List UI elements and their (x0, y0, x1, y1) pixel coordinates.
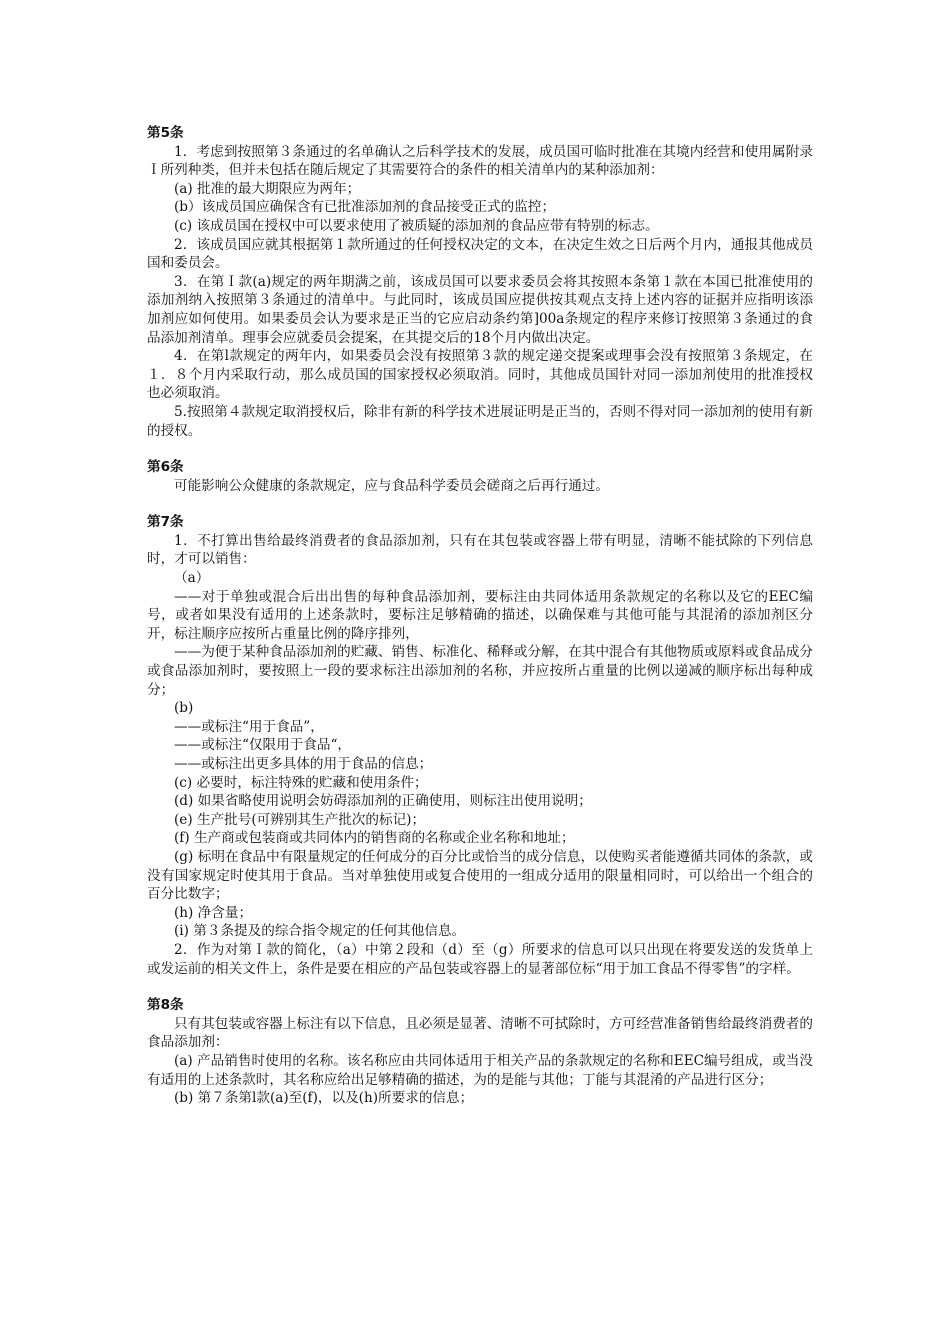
article-heading: 第7条 (147, 514, 184, 531)
article-heading: 第6条 (147, 459, 184, 476)
document-page (147, 124, 813, 1126)
article-5 (147, 124, 813, 440)
paragraph: (d) 如果省略使用说明会妨碍添加剂的正确使用，则标注出使用说明； (174, 793, 592, 810)
paragraph: 可能影响公众健康的条款规定，应与食品科学委员会磋商之后再行通过。 (174, 477, 609, 494)
paragraph: 1．考虑到按照第３条通过的名单确认之后科学技术的发展，成员国可临时批准在其境内经营和使用属附录Ｉ所列种类，但并未包括在随后规定了其需要符合的条件的相关清单内的某种添加剂： (147, 143, 813, 179)
paragraph: (h) 净含量； (174, 904, 253, 921)
paragraph: (f) 生产商或包装商或共同体内的销售商的名称或企业名称和地址； (174, 830, 575, 847)
paragraph: 4．在第l款规定的两年内，如果委员会没有按照第３款的规定递交提案或理事会没有按照第３条规定，在１．８个月内采取行动，那么成员国的国家授权必须取消。同时，其他成员国针对同一添加剂使用的批准授权也必须取消。 (147, 348, 813, 402)
paragraph: 5.按照第４款规定取消授权后，除非有新的科学技术进展证明是正当的，否则不得对同一添加剂的使用有新的授权。 (147, 403, 813, 439)
paragraph: (a) 产品销售时使用的名称。该名称应由共同体适用于相关产品的条款规定的名称和EEC编号组成，或当没有适用的上述条款时，其名称应给出足够精确的描述，为的是能与其他；丁能与其混淆的产品进行区分； (147, 1052, 813, 1088)
paragraph: (b) (174, 700, 194, 717)
paragraph: (g) 标明在食品中有限量规定的任何成分的百分比或恰当的成分信息，以使购买者能遵循共同体的条款，或没有国家规定时使其用于食品。当对单独使用或复合使用的一组成分适用的限量相同时，可以给出一个组合的百分比数字； (147, 848, 813, 903)
article-7 (147, 513, 813, 978)
paragraph: ——或标注出更多具体的用于食品的信息； (174, 756, 433, 772)
paragraph: ——为便于某种食品添加剂的贮藏、销售、标准化、稀释或分解，在其中混合有其他物质或原料或食品成分或食品添加剂时，要按照上一段的要求标注出添加剂的名称，并应按所占重量的比例以递减的顺序标出每种成分； (147, 644, 813, 698)
paragraph: 只有其包装或容器上标注有以下信息，且必须是显著、清晰不可拭除时，方可经营准备销售给最终消费者的食品添加剂： (147, 1015, 813, 1051)
paragraph: （a） (174, 570, 210, 587)
paragraph: (c) 该成员国在授权中可以要求使用了被质疑的添加剂的食品应带有特别的标志。 (174, 217, 659, 234)
article-heading: 第8条 (147, 997, 184, 1014)
paragraph: 2．作为对第Ｉ款的简化，（a）中第２段和（d）至（g）所要求的信息可以只出现在将要发送的发货单上或发运前的相关文件上，条件是要在相应的产品包装或容器上的显著部位标“用于加工食品不得零售”的字样。 (147, 941, 813, 977)
article-8 (147, 996, 813, 1108)
article-heading: 第5条 (147, 125, 184, 141)
paragraph: (b）该成员国应确保含有已批准添加剂的食品接受正式的监控； (174, 199, 556, 216)
paragraph: 2．该成员国应就其根据第１款所通过的任何授权决定的文本，在决定生效之日后两个月内，通报其他成员国和委员会。 (147, 236, 813, 272)
paragraph: ——或标注“用于食品”， (174, 718, 324, 735)
paragraph: (c) 必要时，标注特殊的贮藏和使用条件； (174, 774, 428, 791)
paragraph: ——或标注“仅限用于食品“， (174, 737, 352, 754)
paragraph: 3．在第Ｉ款(a)规定的两年期满之前，该成员国可以要求委员会将其按照本条第１款在本国已批准使用的添加剂纳入按照第３条通过的清单中。与此同时，该成员国应提供按其观点支持上述内容的证据并应指明该添加剂应如何使用。如果委员会认为要求是正当的它应启动条约第]00a条规定的程序来修订按照第３条通过的食品添加剂清单。理事会应就委员会提案，在其提交后的18个月内做出决定。 (147, 273, 813, 346)
paragraph: ——对于单独或混合后出出售的每种食品添加剂，要标注由共同体适用条款规定的名称以及它的EEC编号，或者如果没有适用的上述条款时，要标注足够精确的描述，以确保难与其他可能与其混淆的添加剂区分开，标注顺序应按所占重量比例的降序排列， (147, 588, 813, 642)
paragraph: 1．不打算出售给最终消费者的食品添加剂，只有在其包装或容器上带有明显，清晰不能拭除的下列信息时，才可以销售： (147, 532, 813, 568)
paragraph: (e) 生产批号(可辨别其生产批次的标记)； (174, 811, 426, 828)
article-6 (147, 458, 813, 495)
paragraph: (i) 第３条提及的综合指令规定的任何其他信息。 (174, 923, 466, 940)
paragraph: (a) 批准的最大期限应为两年； (174, 180, 361, 197)
paragraph: (b) 第７条第l款(a)至(f)，以及(h)所要求的信息； (174, 1090, 474, 1107)
